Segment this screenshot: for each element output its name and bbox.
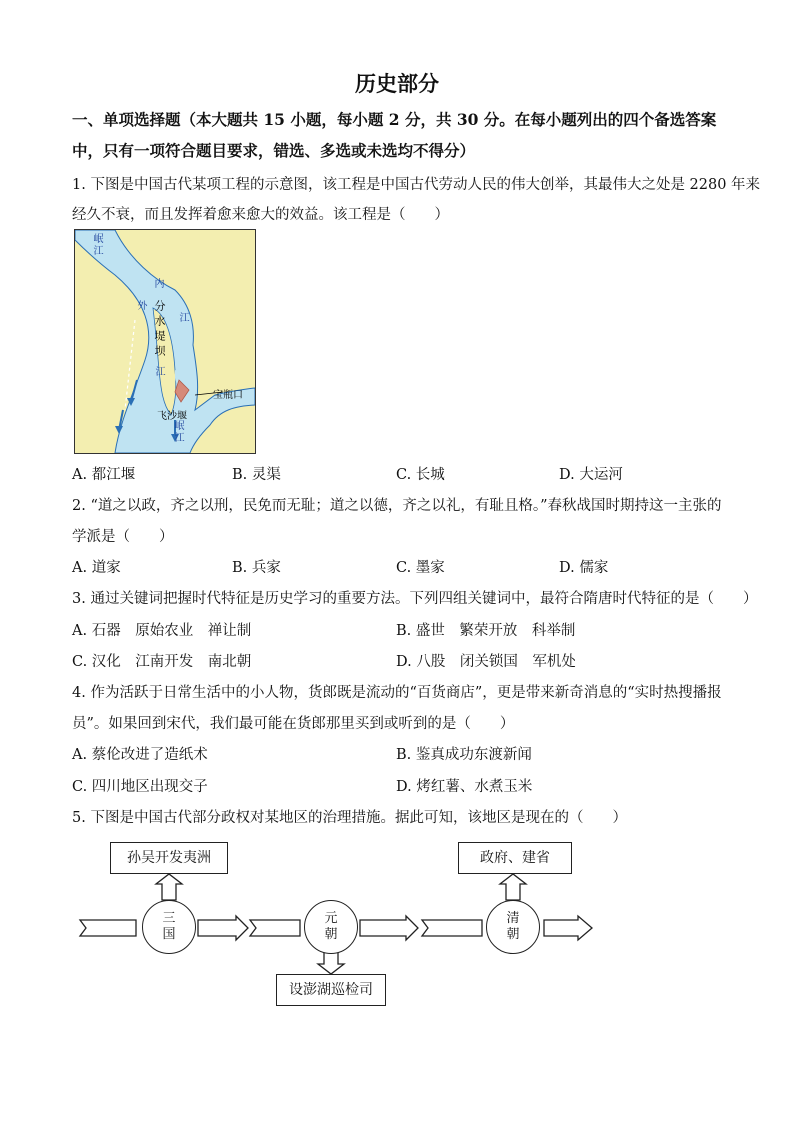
q3-option-d[interactable]: D. 八股 闭关锁国 军机处 bbox=[396, 654, 576, 670]
q1-option-a[interactable]: A. 都江堰 bbox=[72, 467, 136, 483]
map-label-dike: 分水堤坝 bbox=[153, 300, 166, 360]
map-label-min-top: 岷江 bbox=[91, 233, 102, 257]
flow-circle-sanguo: 三 国 bbox=[142, 900, 196, 954]
q3-option-a[interactable]: A. 石器 原始农业 禅让制 bbox=[72, 623, 252, 639]
map-label-min-bottom: 岷江 bbox=[172, 420, 183, 444]
q3-option-b[interactable]: B. 盛世 繁荣开放 科举制 bbox=[396, 623, 576, 639]
q2-option-a[interactable]: A. 道家 bbox=[72, 560, 121, 576]
q3-option-c[interactable]: C. 汉化 江南开发 南北朝 bbox=[72, 654, 252, 670]
dujiangyan-map bbox=[74, 229, 256, 454]
q4-option-c[interactable]: C. 四川地区出现交子 bbox=[72, 779, 208, 795]
section-heading-line1: 一、单项选择题（本大题共 15 小题，每小题 2 分，共 30 分。在每小题列出的四个备选答案 bbox=[72, 110, 717, 129]
flow-box-penghu: 设澎湖巡检司 bbox=[276, 974, 386, 1006]
q2-option-b[interactable]: B. 兵家 bbox=[232, 560, 281, 576]
flow-box-qing-province: 政府、建省 bbox=[458, 842, 572, 874]
q4-option-d[interactable]: D. 烤红薯、水煮玉米 bbox=[396, 779, 533, 795]
map-label-nei: 内 bbox=[152, 278, 163, 290]
flow-box-sunwu: 孙吴开发夷洲 bbox=[110, 842, 228, 874]
q1-text-line1: 1. 下图是中国古代某项工程的示意图，该工程是中国古代劳动人民的伟大创举，其最伟大之处是 2280 年来 bbox=[72, 177, 761, 193]
q2-option-c[interactable]: C. 墨家 bbox=[396, 560, 445, 576]
map-label-baopingkou: 宝瓶口 bbox=[213, 390, 243, 401]
map-label-wai-jiang: 江 bbox=[153, 366, 164, 378]
page-title: 历史部分 bbox=[355, 71, 439, 96]
q2-option-d[interactable]: D. 儒家 bbox=[559, 560, 609, 576]
governance-flowchart bbox=[78, 838, 608, 1010]
q2-text-line2: 学派是（ ） bbox=[72, 529, 174, 545]
q1-text-line2: 经久不衰，而且发挥着愈来愈大的效益。该工程是（ ） bbox=[72, 207, 449, 223]
q1-option-c[interactable]: C. 长城 bbox=[396, 467, 445, 483]
q4-option-b[interactable]: B. 鉴真成功东渡新闻 bbox=[396, 747, 532, 763]
flow-circle-qing: 清 朝 bbox=[486, 900, 540, 954]
q1-option-b[interactable]: B. 灵渠 bbox=[232, 467, 281, 483]
q4-option-a[interactable]: A. 蔡伦改进了造纸术 bbox=[72, 747, 208, 763]
section-heading-line2: 中，只有一项符合题目要求，错选、多选或未选均不得分） bbox=[72, 141, 476, 160]
flow-circle-yuan: 元 朝 bbox=[304, 900, 358, 954]
q1-option-d[interactable]: D. 大运河 bbox=[559, 467, 623, 483]
q2-text-line1: 2. “道之以政，齐之以刑，民免而无耻；道之以德，齐之以礼，有耻且格。”春秋战国时期持这一主张的 bbox=[72, 498, 722, 514]
q4-text-line1: 4. 作为活跃于日常生活中的小人物，货郎既是流动的“百货商店”，更是带来新奇消息的“实时热搜播报 bbox=[72, 685, 722, 701]
map-label-nei-jiang: 江 bbox=[177, 312, 188, 324]
map-label-feishayan: 飞沙堰 bbox=[157, 411, 187, 422]
map-label-wai: 外 bbox=[135, 300, 146, 312]
q5-text-line1: 5. 下图是中国古代部分政权对某地区的治理措施。据此可知，该地区是现在的（ ） bbox=[72, 810, 627, 826]
q3-text-line1: 3. 通过关键词把握时代特征是历史学习的重要方法。下列四组关键词中，最符合隋唐时代特征的是（ ） bbox=[72, 591, 758, 607]
q4-text-line2: 员”。如果回到宋代，我们最可能在货郎那里买到或听到的是（ ） bbox=[72, 716, 515, 732]
